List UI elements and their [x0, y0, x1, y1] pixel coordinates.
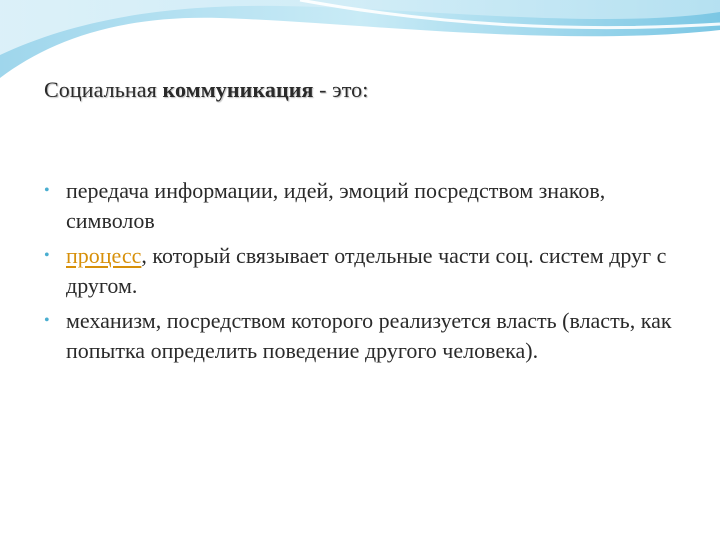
bullet-text-3: механизм, посредством которого реализуется власть (власть, как попытка определить поведение другого человека).: [66, 308, 672, 363]
title-part-3: - это:: [313, 77, 369, 102]
bullet-item-2: [44, 241, 694, 301]
bullet-icon: •: [44, 312, 50, 329]
bullet-item-3: [44, 306, 694, 366]
title-part-bold: коммуникация: [162, 77, 314, 102]
bullet-text-2: , который связывает отдельные части соц. систем друг с другом.: [66, 243, 667, 298]
bullet-item-1: [44, 176, 694, 236]
bullet-text-1: передача информации, идей, эмоций посредством знаков, символов: [66, 178, 606, 233]
bullet-list: [44, 176, 694, 371]
process-link[interactable]: процесс: [66, 243, 142, 268]
bullet-icon: •: [44, 182, 50, 199]
slide-title: [44, 77, 368, 103]
title-part-1: Социальная: [44, 77, 163, 102]
bullet-icon: •: [44, 247, 50, 264]
